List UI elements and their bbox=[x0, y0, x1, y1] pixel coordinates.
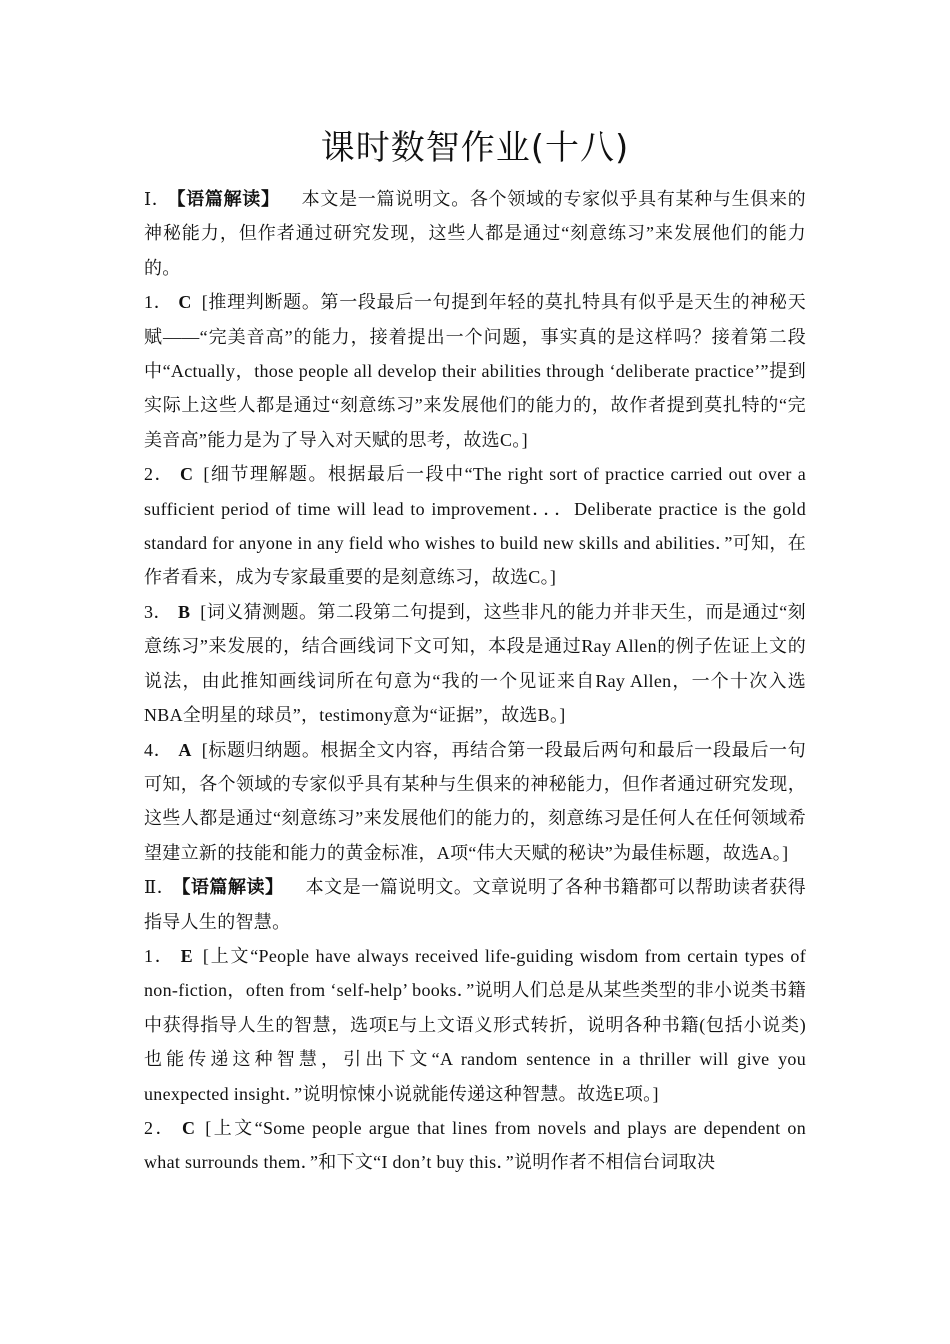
item-answer: C bbox=[180, 464, 194, 485]
item-answer: A bbox=[178, 739, 192, 760]
document-page bbox=[144, 120, 806, 1180]
item-number: 1． bbox=[144, 292, 173, 313]
item-number: 2． bbox=[144, 464, 175, 485]
section-1-roman: Ⅰ． bbox=[144, 189, 171, 209]
section-2-roman: Ⅱ． bbox=[144, 877, 176, 898]
item-explanation: [推理判断题。第一段最后一句提到年轻的莫扎特具有似乎是天生的神秘天赋——“完美音高”的能力，接着提出一个问题，事实真的是这样吗？接着第二段中“Actually，those people all develop their abilities through ‘deliberate practice’”提到实际上这些人都是通过“刻意练习”来发展他们的能力的，故作者提到莫扎特的“完美音高”能力是为了导入对天赋的思考，故选C。] bbox=[144, 292, 807, 450]
item-explanation: [细节理解题。根据最后一段中“The right sort of practice carried out over a sufficient period of time will lead to improvement．．．Deliberate practice is the gold standard for anyone in any field who wishes to build new skills and abilities．”可知，在作者看来，成为专家最重要的是刻意练习，故选C。] bbox=[144, 464, 806, 588]
item-explanation: [标题归纳题。根据全文内容，再结合第一段最后两句和最后一段最后一句可知，各个领域的专家似乎具有某种与生俱来的神秘能力，但作者通过研究发现，这些人都是通过“刻意练习”来发展他们的能力的，刻意练习是任何人在任何领域希望建立新的技能和能力的黄金标准，A项“伟大天赋的秘诀”为最佳标题，故选A。] bbox=[144, 739, 807, 863]
section-2-item-2 bbox=[144, 1111, 806, 1180]
item-answer: C bbox=[178, 292, 192, 313]
section-1-item-2 bbox=[144, 457, 806, 595]
item-answer: C bbox=[181, 1117, 196, 1138]
item-number: 3． bbox=[144, 601, 172, 622]
item-number: 1． bbox=[144, 945, 175, 966]
page-title: 课时数智作业(十八) bbox=[320, 128, 630, 168]
item-explanation: [上文“People have always received life-guiding wisdom from certain types of non-fiction，often from ‘self-help’ books．”说明人们总是从某些类型的非小说类书籍中获得指导人生的智慧，选项E与上文语义形式转折，说明各种书籍(包括小说类)也能传递这种智慧，引出下文“A random sentence in a thriller will give you unexpected insight．”说明惊悚小说就能传递这种智慧。故选E项。] bbox=[144, 945, 807, 1104]
item-number: 2． bbox=[144, 1117, 176, 1138]
section-1-item-4 bbox=[144, 733, 806, 871]
section-2-intro-text: 本文是一篇说明文。文章说明了各种书籍都可以帮助读者获得指导人生的智慧。 bbox=[144, 877, 806, 932]
section-1-intro bbox=[144, 182, 806, 285]
section-1-intro-text: 本文是一篇说明文。各个领域的专家似乎具有某种与生俱来的神秘能力，但作者通过研究发现，这些人都是通过“刻意练习”来发展他们的能力的。 bbox=[144, 189, 806, 278]
item-explanation: [词义猜测题。第二段第二句提到，这些非凡的能力并非天生，而是通过“刻意练习”来发展的，结合画线词下文可知，本段是通过Ray Allen的例子佐证上文的说法，由此推知画线词所在句意为“我的一个见证来自Ray Allen，一个十次入选NBA全明星的球员”，testimony意为“证据”，故选B。] bbox=[144, 601, 806, 726]
section-2-tag: 【语篇解读】 bbox=[181, 877, 284, 898]
section-2-item-1 bbox=[144, 939, 806, 1111]
item-number: 4． bbox=[144, 739, 173, 760]
item-explanation: [上文“Some people argue that lines from novels and plays are dependent on what surrounds them．”和下文“I don’t buy this．”说明作者不相信台词取决 bbox=[144, 1117, 806, 1173]
section-1-item-1 bbox=[144, 285, 806, 457]
section-1-tag: 【语篇解读】 bbox=[176, 189, 280, 209]
section-1-item-3 bbox=[144, 595, 806, 733]
item-answer: B bbox=[177, 601, 191, 622]
item-answer: E bbox=[180, 945, 193, 966]
section-2-intro bbox=[144, 870, 806, 939]
